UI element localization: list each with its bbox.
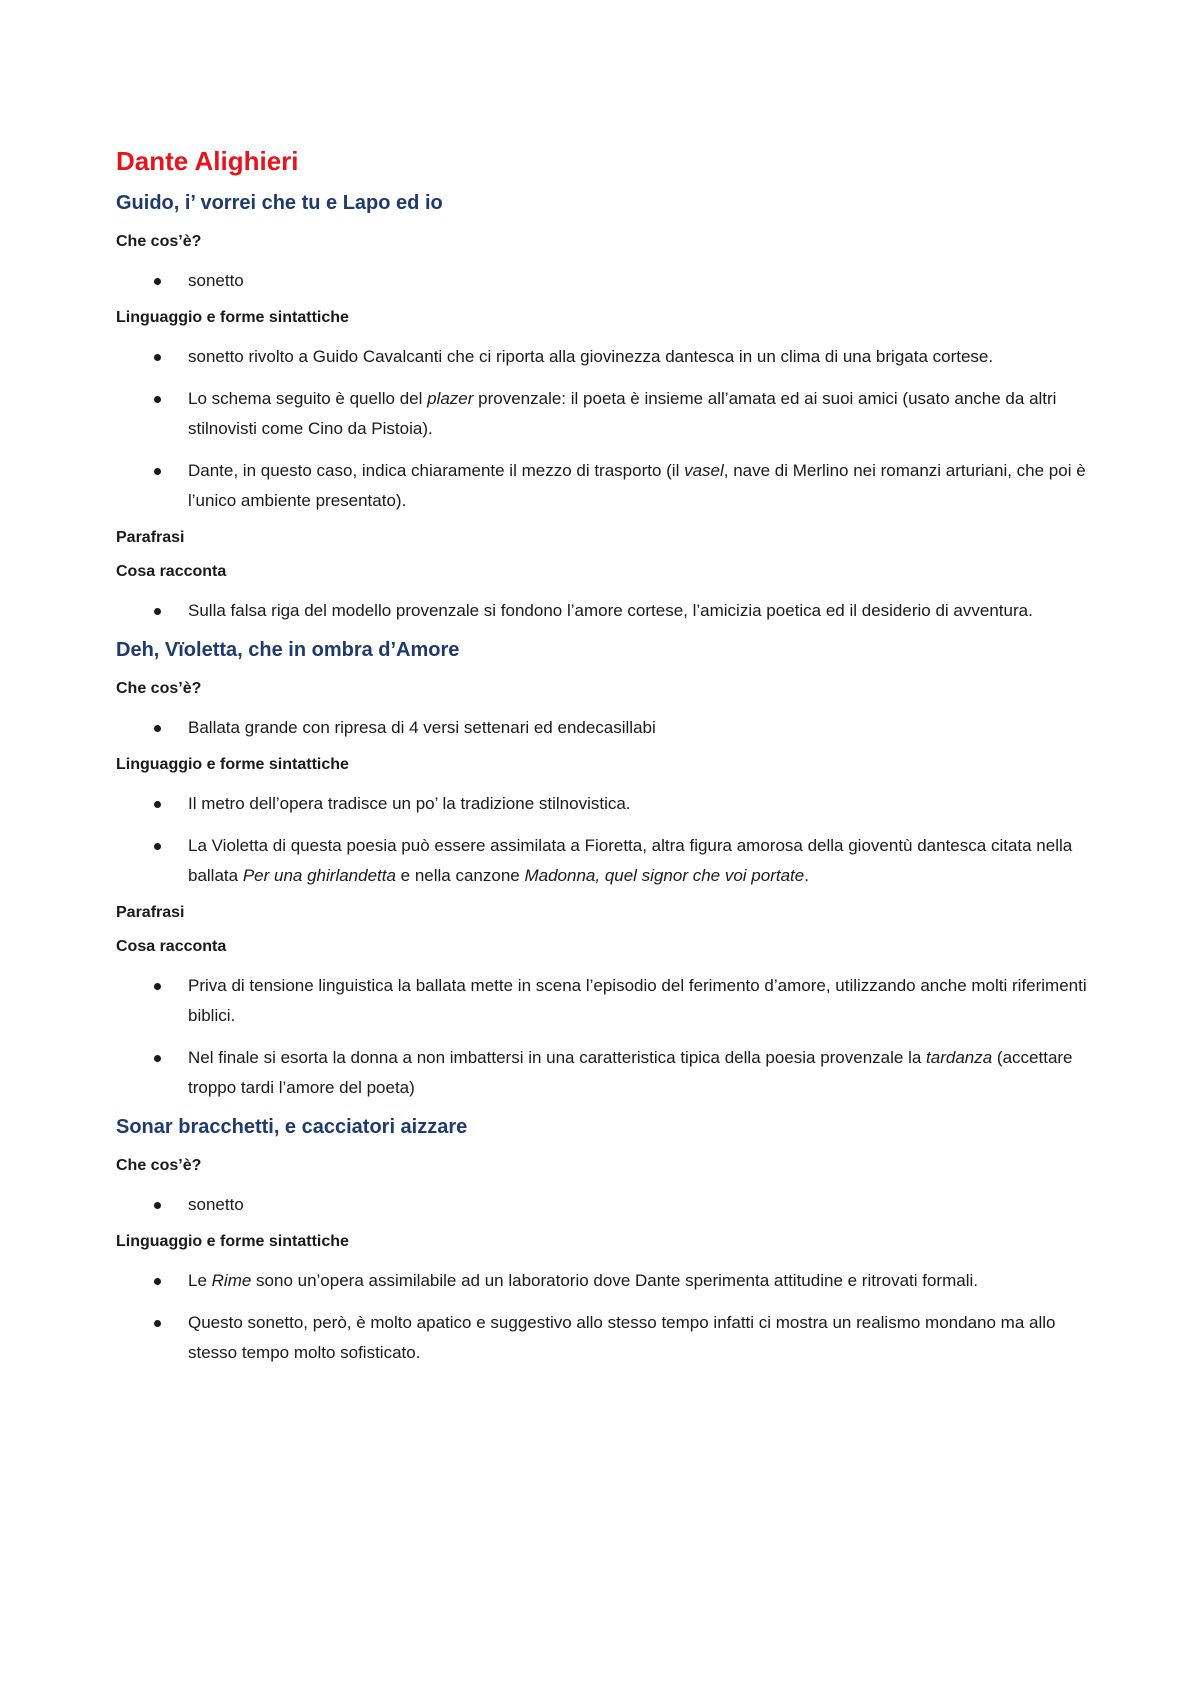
italic-text: tardanza (926, 1048, 993, 1068)
document-page (116, 146, 1096, 1380)
bullet-icon (154, 725, 161, 732)
list-item (116, 456, 1096, 516)
text-run: (accettare troppo tardi l’amore del poeta) (188, 1048, 1073, 1098)
list-item (116, 971, 1096, 1031)
text-run: sonetto rivolto a Guido Cavalcanti che ci riporta alla giovinezza dantesca in un clima di una brigata cortese. (188, 347, 994, 367)
bullet-icon (154, 278, 161, 285)
bullet-icon (154, 843, 161, 850)
bullet-list (116, 1266, 1096, 1368)
bullet-list (116, 596, 1096, 626)
section-title: Deh, Vïoletta, che in ombra d’Amore (116, 639, 460, 662)
italic-text: Madonna, quel signor che voi portate (524, 866, 805, 886)
bullet-list (116, 1190, 1096, 1220)
text-run: Il metro dell’opera tradisce un po’ la tradizione stilnovistica. (188, 794, 631, 814)
text-run: sono un’opera assimilabile ad un laboratorio dove Dante sperimenta attitudine e ritrovati formali. (251, 1271, 978, 1291)
italic-text: vasel (684, 461, 724, 481)
list-item (116, 789, 1096, 819)
bullet-icon (154, 1320, 161, 1327)
subheading: Che cos’è? (116, 1157, 202, 1175)
list-item (116, 342, 1096, 372)
list-item (116, 831, 1096, 891)
list-item (116, 1043, 1096, 1103)
list-item (116, 713, 1096, 743)
text-run: Ballata grande con ripresa di 4 versi settenari ed endecasillabi (188, 718, 656, 738)
bullet-list (116, 789, 1096, 891)
subheading: Cosa racconta (116, 563, 227, 581)
bullet-icon (154, 801, 161, 808)
text-run: Questo sonetto, però, è molto apatico e suggestivo allo stesso tempo infatti ci mostra un realismo mondano ma allo stesso tempo molto sofisticato. (188, 1313, 1056, 1363)
subheading: Linguaggio e forme sintattiche (116, 756, 349, 774)
section-title: Sonar bracchetti, e cacciatori aizzare (116, 1116, 468, 1139)
subheading: Che cos’è? (116, 233, 202, 251)
text-run: , nave di Merlino nei romanzi arturiani, che poi è l’unico ambiente presentato). (188, 461, 1086, 511)
text-run: sonetto (188, 1195, 244, 1215)
text-run: Nel finale si esorta la donna a non imbattersi in una caratteristica tipica della poesia provenzale la (188, 1048, 927, 1068)
section (116, 638, 1096, 1103)
list-item (116, 266, 1096, 296)
text-run: La Violetta di questa poesia può essere assimilata a Fioretta, altra figura amorosa della gioventù dantesca citata nella ballata (188, 836, 1073, 886)
list-item (116, 384, 1096, 444)
text-run: Sulla falsa riga del modello provenzale si fondono l’amore cortese, l’amicizia poetica ed il desiderio di avventura. (188, 601, 1033, 621)
italic-text: Rime (211, 1271, 252, 1291)
sections-container (116, 191, 1096, 1368)
list-item (116, 1266, 1096, 1296)
subheading: Linguaggio e forme sintattiche (116, 1233, 349, 1251)
bullet-icon (154, 468, 161, 475)
text-run: Le (188, 1271, 212, 1291)
subheading: Cosa racconta (116, 938, 227, 956)
text-run: Priva di tensione linguistica la ballata mette in scena l’episodio del ferimento d’amore, utilizzando anche molti riferimenti biblici. (188, 976, 1087, 1026)
bullet-list (116, 971, 1096, 1103)
text-run: e nella canzone (395, 866, 525, 886)
list-item (116, 596, 1096, 626)
bullet-list (116, 713, 1096, 743)
subheading: Linguaggio e forme sintattiche (116, 309, 349, 327)
text-run: sonetto (188, 271, 244, 291)
text-run: Lo schema seguito è quello del (188, 389, 428, 409)
subheading: Parafrasi (116, 904, 185, 922)
bullet-icon (154, 983, 161, 990)
section (116, 1115, 1096, 1368)
list-item (116, 1190, 1096, 1220)
italic-text: Per una ghirlandetta (242, 866, 396, 886)
bullet-icon (154, 1202, 161, 1209)
bullet-list (116, 342, 1096, 516)
list-item (116, 1308, 1096, 1368)
document-title: Dante Alighieri (116, 146, 299, 176)
section-title: Guido, i’ vorrei che tu e Lapo ed io (116, 192, 443, 215)
bullet-icon (154, 1055, 161, 1062)
bullet-icon (154, 608, 161, 615)
italic-text: plazer (427, 389, 474, 409)
bullet-icon (154, 396, 161, 403)
text-run: . (804, 866, 809, 886)
text-run: provenzale: il poeta è insieme all’amata ed ai suoi amici (usato anche da altri stilnovisti come Cino da Pistoia). (188, 389, 1057, 439)
bullet-list (116, 266, 1096, 296)
section (116, 191, 1096, 626)
subheading: Parafrasi (116, 529, 185, 547)
text-run: Dante, in questo caso, indica chiaramente il mezzo di trasporto (il (188, 461, 685, 481)
bullet-icon (154, 354, 161, 361)
subheading: Che cos’è? (116, 680, 202, 698)
bullet-icon (154, 1278, 161, 1285)
